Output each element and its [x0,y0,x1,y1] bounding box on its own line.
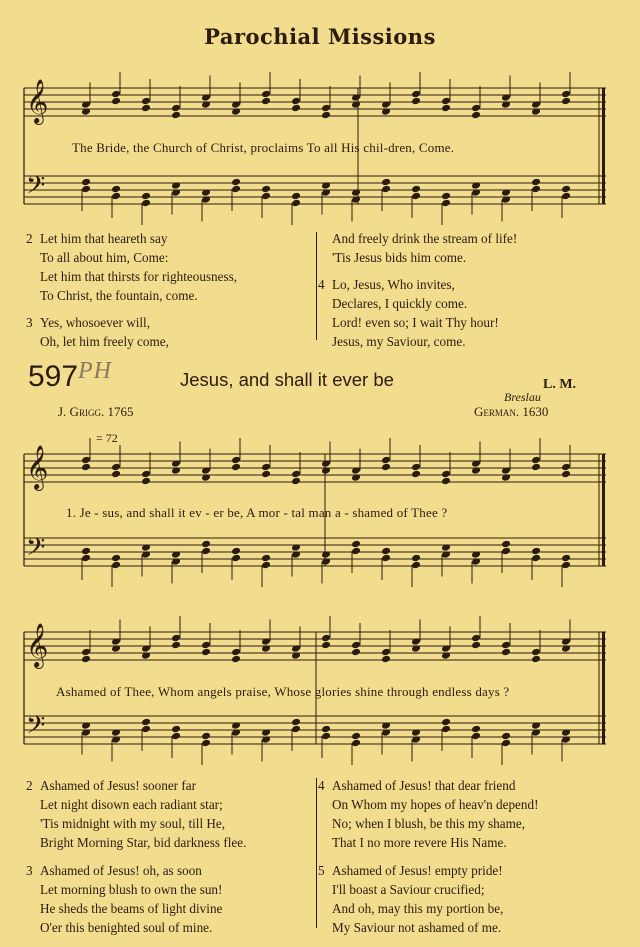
column-divider-2 [316,778,317,928]
verse-number: 4 [318,277,325,292]
verse-line [318,776,539,795]
prev-verses-left [26,229,237,351]
verse-line [26,795,246,814]
stanza [318,275,517,351]
hymn-verses-right [318,776,539,937]
handwritten-note: PH [78,358,112,384]
verse-line [318,229,517,248]
hymn-composer: German. 1630 [474,404,549,419]
verse-line [318,814,539,833]
treble-staff [24,632,606,660]
verse-line [318,918,539,937]
verse-line [318,833,539,852]
verse-text: 'Tis midnight with my soul, till He, [40,816,226,831]
verse-text: Lord! even so; I wait Thy hour! [332,315,499,330]
verse-number: 3 [26,863,33,878]
verse-text: Ashamed of Jesus! that dear friend [332,778,516,793]
treble-clef-icon: 𝄞 [26,445,49,489]
treble-clef-icon: 𝄞 [26,79,49,123]
verse-line [318,294,517,313]
verse-line [26,861,246,880]
verse-text: To Christ, the fountain, come. [40,288,198,303]
verse-number: 4 [318,778,325,793]
verse-text: I'll boast a Saviour crucified; [332,882,485,897]
verse-line [318,880,539,899]
verse-text: Lo, Jesus, Who invites, [332,277,455,292]
stanza [26,229,237,305]
verse-line [26,880,246,899]
verse-line [26,332,237,351]
verse-text: Declares, I quickly come. [332,296,468,311]
verse-line [318,332,517,351]
hymn-number: 597 [28,360,79,393]
verse-line [26,918,246,937]
hymn-meter: L. M. [543,377,577,392]
bass-staff [24,538,606,566]
stanza [318,776,539,852]
verse-text: On Whom my hopes of heav'n depend! [332,797,539,812]
verse-number: 2 [26,231,33,246]
note-group [81,72,571,119]
verse-text: Oh, let him freely come, [40,334,169,349]
note-group [81,438,571,485]
verse-line [26,286,237,305]
verse-text: Ashamed of Jesus! sooner far [40,778,197,793]
tempo-mark: = 72 [96,431,118,445]
stanza [26,861,246,937]
stanza [318,861,539,937]
verse-line [318,899,539,918]
verse-text: He sheds the beams of light divine [40,901,223,916]
verse-line [318,795,539,814]
verse-number: 5 [318,863,325,878]
bass-clef-icon: 𝄢 [26,533,46,568]
verse-text: Jesus, my Saviour, come. [332,334,466,349]
verse-text: No; when I blush, be this my shame, [332,816,526,831]
verse-text: O'er this benighted soul of mine. [40,920,213,935]
verse-text: Let him that thirsts for righteousness, [40,269,238,284]
verse-line [26,313,237,332]
bass-staff [24,716,606,744]
verse-line [26,267,237,286]
note-group [81,540,571,587]
tune-name: Breslau [504,390,541,404]
stanza [318,229,517,267]
verse-line [318,861,539,880]
verse-text: Let night disown each radiant star; [40,797,223,812]
note-group [81,718,571,765]
note-group [81,178,571,225]
verse-text: Ashamed of Jesus! empty pride! [332,863,503,878]
verse-line [26,229,237,248]
lyric-line-1: 1. Je - sus, and shall it ev - er be, A mor - tal man a - shamed of Thee ? [66,505,448,520]
treble-staff [24,454,606,482]
stanza [26,313,237,351]
verse-line [318,248,517,267]
verse-line [26,814,246,833]
prev-verses-right [318,229,517,351]
verse-text: Yes, whosoever will, [40,315,151,330]
verse-text: My Saviour not ashamed of me. [332,920,502,935]
verse-line [318,275,517,294]
note-group [81,616,571,663]
verse-text: And freely drink the stream of life! [332,231,518,246]
bass-staff [24,176,606,204]
column-divider [316,232,317,340]
verse-text: 'Tis Jesus bids him come. [332,250,467,265]
verse-line [318,313,517,332]
stanza [26,776,246,852]
verse-line [26,776,246,795]
treble-clef-icon: 𝄞 [26,623,49,667]
treble-staff [24,88,606,116]
verse-number: 2 [26,778,33,793]
verse-number: 3 [26,315,33,330]
verse-line [26,899,246,918]
verse-text: That I no more revere His Name. [332,835,507,850]
page-header-title: Parochial Missions [204,24,436,49]
hymn-verses-left [26,776,246,937]
lyric-line-2: Ashamed of Thee, Whom angels praise, Whose glories shine through endless days ? [56,684,510,699]
verse-line [26,248,237,267]
verse-text: To all about him, Come: [40,250,169,265]
refrain-lyric: The Bride, the Church of Christ, proclaims To all His chil-dren, Come. [72,140,455,155]
verse-text: Ashamed of Jesus! oh, as soon [40,863,202,878]
hymn-title: Jesus, and shall it ever be [180,369,394,390]
verse-text: Let him that heareth say [40,231,168,246]
verse-text: Bright Morning Star, bid darkness flee. [40,835,247,850]
verse-line [26,833,246,852]
bass-clef-icon: 𝄢 [26,171,46,206]
verse-text: Let morning blush to own the sun! [40,882,223,897]
verse-text: And oh, may this my portion be, [332,901,504,916]
bass-clef-icon: 𝄢 [26,711,46,746]
hymn-author: J. Grigg. 1765 [58,404,134,419]
